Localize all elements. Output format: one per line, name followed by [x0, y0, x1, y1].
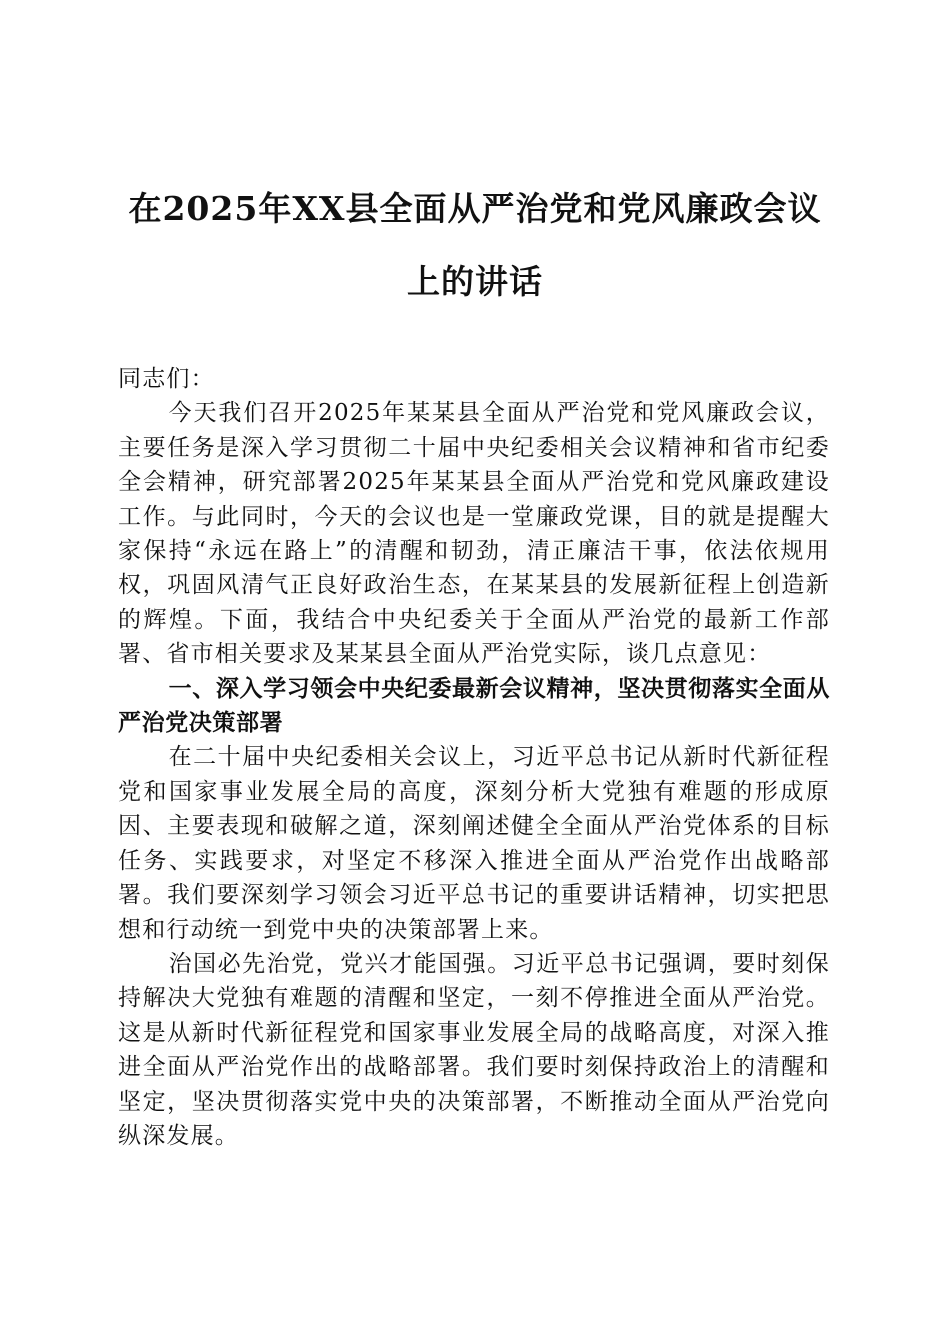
- paragraph-section-1-b: 治国必先治党，党兴才能国强。习近平总书记强调，要时刻保持解决大党独有难题的清醒和坚定，一刻不停推进全面从严治党。这是从新时代新征程党和国家事业发展全局的战略高度，对深入推进全面从严治党作出的战略部署。我们要时刻保持政治上的清醒和坚定，坚决贯彻落实党中央的决策部署，不断推动全面从严治党向纵深发展。: [118, 950, 830, 1149]
- section-heading-1: 一、深入学习领会中央纪委最新会议精神，坚决贯彻落实全面从严治党决策部署: [118, 675, 830, 737]
- salutation: 同志们：: [118, 366, 215, 392]
- document-title: 在2025年XX县全面从严治党和党风廉政会议上的讲话: [128, 189, 822, 301]
- paragraph-section-1-a: 在二十届中央纪委相关会议上，习近平总书记从新时代新征程党和国家事业发展全局的高度，深刻分析大党独有难题的形成原因、主要表现和破解之道，深刻阐述健全全面从严治党体系的目标任务、实践要求，对坚定不移深入推进全面从严治党作出战略部署。我们要深刻学习领会习近平总书记的重要讲话精神，切实把思想和行动统一到党中央的决策部署上来。: [118, 744, 830, 943]
- paragraph-intro: 今天我们召开2025年某某县全面从严治党和党风廉政会议，主要任务是深入学习贯彻二十届中央纪委相关会议精神和省市纪委全会精神，研究部署2025年某某县全面从严治党和党风廉政建设工作。与此同时，今天的会议也是一堂廉政党课，目的就是提醒大家保持“永远在路上”的清醒和韧劲，清正廉洁干事，依法依规用权，巩固风清气正良好政治生态，在某某县的发展新征程上创造新的辉煌。下面，我结合中央纪委关于全面从严治党的最新工作部署、省市相关要求及某某县全面从严治党实际，谈几点意见：: [118, 400, 830, 668]
- document-body: [118, 362, 830, 1153]
